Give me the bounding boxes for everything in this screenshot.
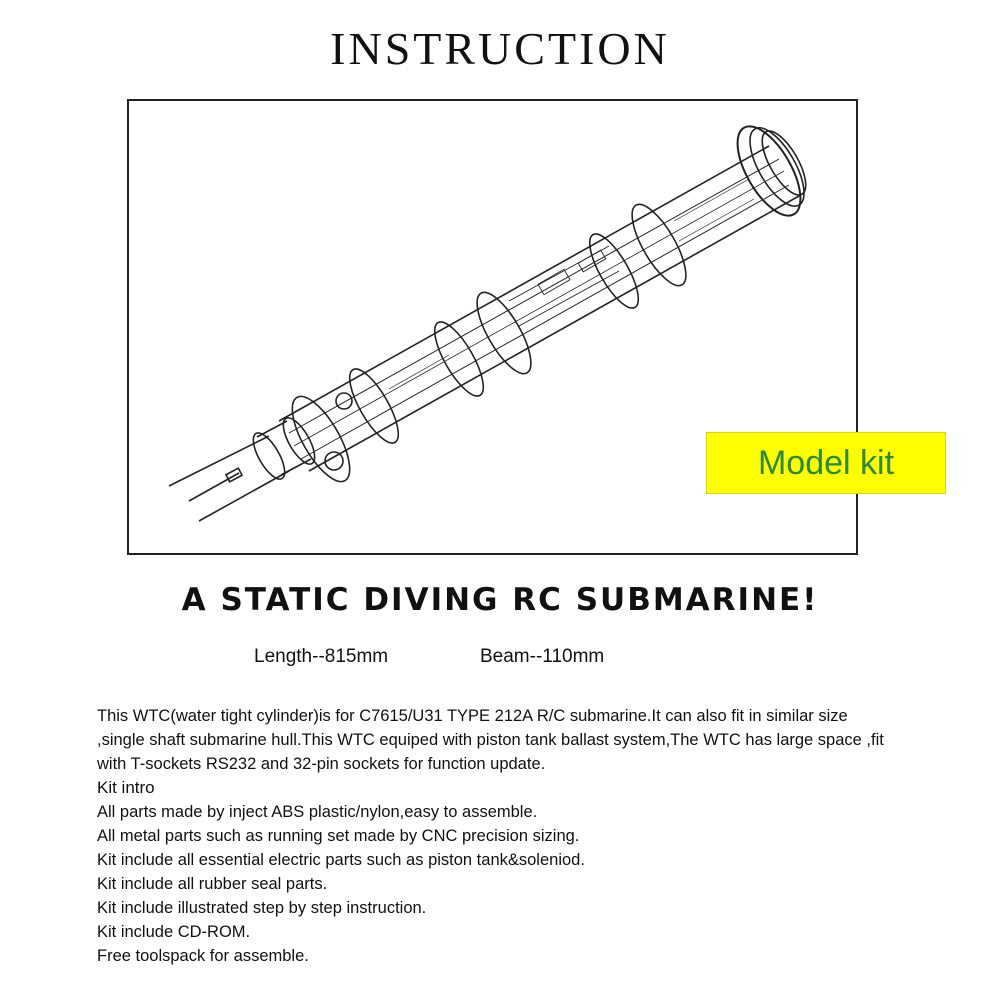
list-item: All metal parts such as running set made by CNC precision sizing. [97, 827, 580, 845]
list-item: Kit include illustrated step by step instruction. [97, 899, 427, 917]
product-headline: A STATIC DIVING RC SUBMARINE! [181, 582, 819, 618]
model-kit-badge: Model kit [706, 432, 946, 494]
description-paragraph: This WTC(water tight cylinder)is for C7615/U31 TYPE 212A R/C submarine.It can also fit in similar size ,single shaft submarine hull.This WTC equiped with piston tank ballast system,The WTC has large space ,fit with T-sockets RS232 and 32-pin sockets for function update. [97, 707, 884, 773]
description-section [97, 704, 897, 968]
spec-length: Length--815mm [254, 646, 389, 667]
kit-intro-heading: Kit intro [97, 778, 155, 797]
list-item: Free toolspack for assemble. [97, 947, 309, 965]
kit-intro-list [97, 800, 897, 968]
page-title: INSTRUCTION [330, 23, 670, 74]
list-item: Kit include all essential electric parts such as piston tank&soleniod. [97, 851, 585, 869]
spec-beam: Beam--110mm [480, 646, 605, 667]
list-item: Kit include CD-ROM. [97, 923, 251, 941]
list-item: Kit include all rubber seal parts. [97, 875, 328, 893]
list-item: All parts made by inject ABS plastic/nylon,easy to assemble. [97, 803, 538, 821]
